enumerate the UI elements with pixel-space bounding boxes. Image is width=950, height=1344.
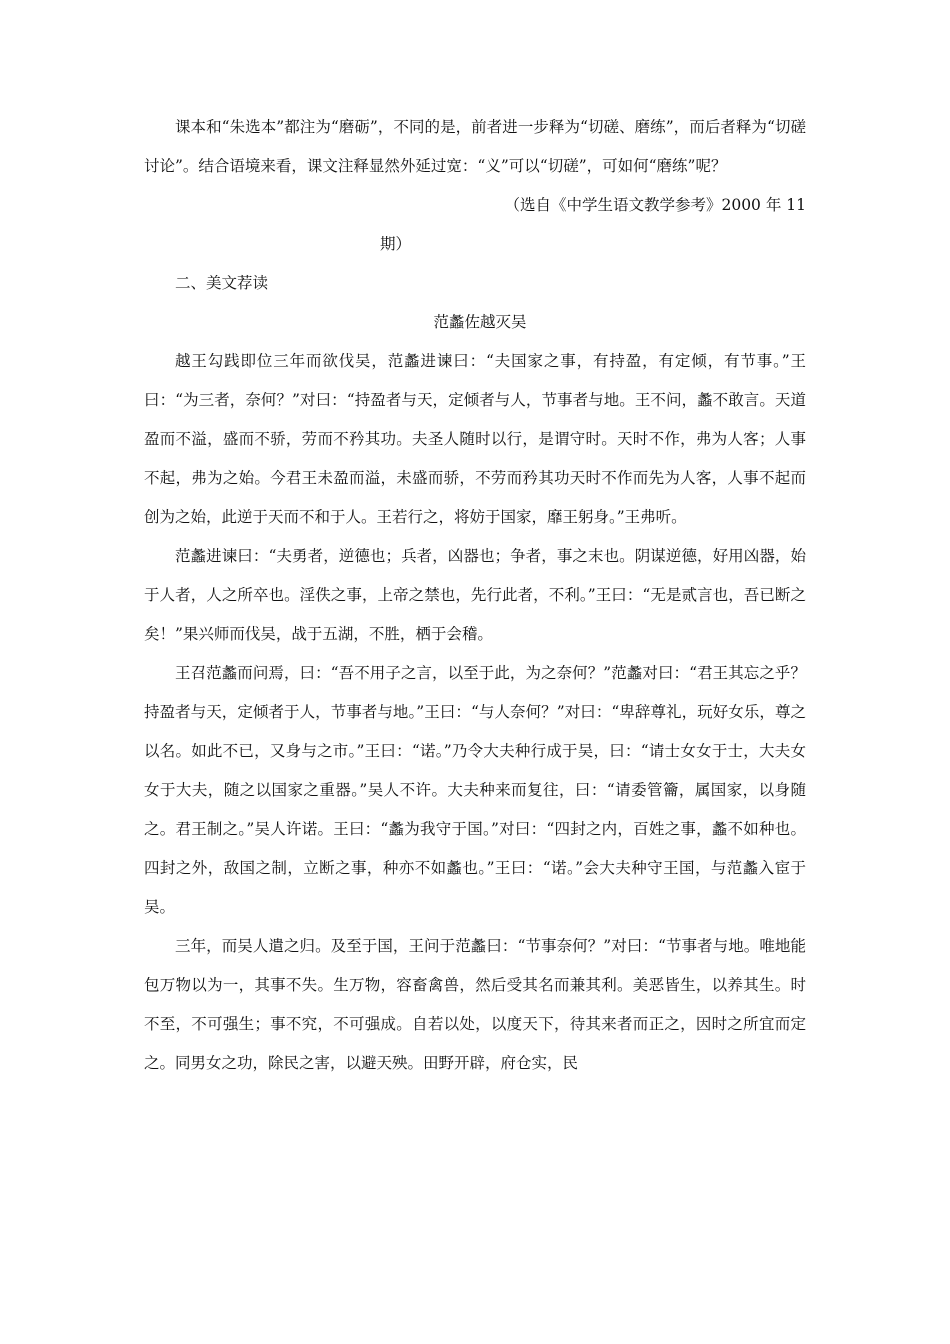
source-citation-continued: 期） <box>380 235 412 253</box>
note-paragraph: 课本和“朱选本”都注为“磨砺”，不同的是，前者进一步释为“切磋、磨练”，而后者释为“切磋讨论”。结合语境来看，课文注释显然外延过宽：“义”可以“切磋”，可如何“磨练”呢？ <box>144 118 806 175</box>
document-page <box>144 108 806 1083</box>
section-heading: 二、美文荐读 <box>175 274 269 292</box>
essay-paragraph-3: 王召范蠡而问焉，曰：“吾不用子之言，以至于此，为之奈何？”范蠡对曰：“君王其忘之乎？持盈者与天，定倾者于人，节事者与地。”王曰：“与人奈何？”对曰：“卑辞尊礼，玩好女乐，尊之以名。如此不已，又身与之市。”王曰：“诺。”乃令大夫种行成于吴，曰：“请士女女于士，大夫女女于大夫，随之以国家之重器。”吴人不许。大夫种来而复往，曰：“请委管籥，属国家，以身随之。君王制之。”吴人许诺。王曰：“蠡为我守于国。”对曰：“四封之内，百姓之事，蠡不如种也。四封之外，敌国之制，立断之事，种亦不如蠡也。”王曰：“诺。”会大夫种守王国，与范蠡入宦于吴。 <box>144 664 806 916</box>
essay-paragraph-1: 越王勾践即位三年而欲伐吴，范蠡进谏曰：“夫国家之事，有持盈，有定倾，有节事。”王曰：“为三者，奈何？”对曰：“持盈者与天，定倾者与人，节事者与地。王不问，蠡不敢言。天道盈而不溢，盛而不骄，劳而不矜其功。夫圣人随时以行，是谓守时。天时不作，弗为人客；人事不起，弗为之始。今君王未盈而溢，未盛而骄，不劳而矜其功天时不作而先为人客，人事不起而创为之始，此逆于天而不和于人。王若行之，将妨于国家，靡王躬身。”王弗听。 <box>144 352 806 526</box>
essay-paragraph-4: 三年，而吴人遣之归。及至于国，王问于范蠡曰：“节事奈何？”对曰：“节事者与地。唯地能包万物以为一，其事不失。生万物，容畜禽兽，然后受其名而兼其利。美恶皆生，以养其生。时不至，不可强生；事不究，不可强成。自若以处，以度天下，待其来者而正之，因时之所宜而定之。同男女之功，除民之害，以避天殃。田野开辟，府仓实，民 <box>144 937 806 1072</box>
source-citation: （选自《中学生语文教学参考》2000 年 11 <box>504 196 806 214</box>
essay-paragraph-2: 范蠡进谏曰：“夫勇者，逆德也；兵者，凶器也；争者，事之末也。阴谋逆德，好用凶器，始于人者，人之所卒也。淫佚之事，上帝之禁也，先行此者，不利。”王曰：“无是贰言也，吾已断之矣！”果兴师而伐吴，战于五湖，不胜，栖于会稽。 <box>144 547 806 643</box>
essay-title: 范蠡佐越灭吴 <box>433 313 527 331</box>
